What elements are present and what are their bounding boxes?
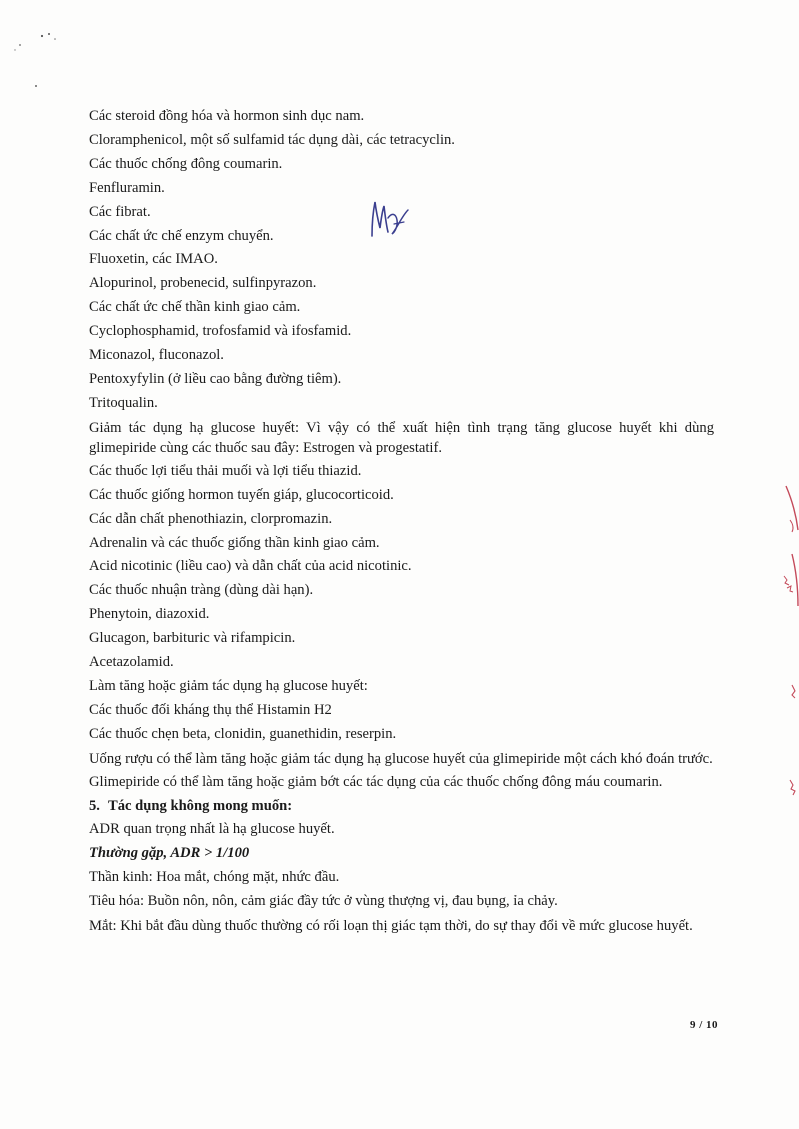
drug-line: Các dẫn chất phenothiazin, clorpromazin. — [89, 510, 333, 527]
drug-line: Cloramphenicol, một số sulfamid tác dụng dài, các tetracyclin. — [89, 131, 455, 148]
adr-eye-paragraph: Mắt: Khi bắt đầu dùng thuốc thường có rối loạn thị giác tạm thời, do sự thay đổi về mức glucose huyết. — [89, 918, 693, 935]
section-heading — [89, 795, 714, 819]
alcohol-paragraph: Uống rượu có thể làm tăng hoặc giảm tác dụng hạ glucose huyết của glimepiride một cách khó đoán trước. — [89, 750, 713, 767]
drug-line: Các thuốc nhuận tràng (dùng dài hạn). — [89, 582, 314, 599]
drug-line: Các fibrat. — [89, 203, 151, 220]
drug-line: Các thuốc chống đông coumarin. — [89, 155, 283, 172]
section-title: Tác dụng không mong muốn: — [108, 797, 293, 814]
decrease-effect-paragraph: Giảm tác dụng hạ glucose huyết: Vì vậy có thể xuất hiện tình trạng tăng glucose huyết khi dùng glimepiride cùng các thuốc sau đây: Estrogen và progestatif. — [89, 419, 714, 456]
drug-line: Các chất ức chế enzym chuyển. — [89, 227, 274, 244]
coumarin-line: Glimepiride có thể làm tăng hoặc giảm bớt các tác dụng của các thuốc chống đông máu coumarin. — [89, 773, 663, 790]
drug-line: Các thuốc lợi tiểu thải muối và lợi tiểu thiazid. — [89, 462, 362, 479]
drug-line: Acid nicotinic (liều cao) và dẫn chất của acid nicotinic. — [89, 558, 412, 575]
adr-neuro-line: Thần kinh: Hoa mắt, chóng mặt, nhức đầu. — [89, 869, 340, 886]
drug-line: Phenytoin, diazoxid. — [89, 606, 210, 623]
drug-line: Pentoxyfylin (ở liều cao bằng đường tiêm). — [89, 370, 342, 387]
page-number: 9 / 10 — [690, 1019, 719, 1031]
drug-line: Tritoqualin. — [89, 394, 158, 411]
adr-intro: ADR quan trọng nhất là hạ glucose huyết. — [89, 821, 335, 838]
drug-line: Fluoxetin, các IMAO. — [89, 251, 218, 268]
drug-line: Các thuốc giống hormon tuyến giáp, glucocorticoid. — [89, 486, 394, 503]
frequency-subheading: Thường gặp, ADR > 1/100 — [89, 845, 250, 862]
drug-line: Cyclophosphamid, trofosfamid và ifosfamid. — [89, 323, 352, 340]
drug-line: Adrenalin và các thuốc giống thần kinh giao cảm. — [89, 534, 380, 551]
drug-line: Fenfluramin. — [89, 179, 165, 196]
drug-line: Các thuốc chẹn beta, clonidin, guanethidin, reserpin. — [89, 725, 397, 742]
adr-gi-line: Tiêu hóa: Buồn nôn, nôn, cảm giác đầy tức ở vùng thượng vị, đau bụng, ỉa chảy. — [89, 893, 558, 910]
drug-line: Alopurinol, probenecid, sulfinpyrazon. — [89, 275, 317, 292]
section-number: 5. — [89, 797, 100, 814]
drug-line: Các steroid đồng hóa và hormon sinh dục nam. — [89, 108, 365, 124]
drug-line: Các thuốc đối kháng thụ thể Histamin H2 — [89, 701, 332, 718]
scan-specks — [8, 28, 68, 98]
stamp-fragment — [778, 480, 799, 820]
drug-line: Glucagon, barbituric và rifampicin. — [89, 630, 296, 647]
mixed-effect-line: Làm tăng hoặc giảm tác dụng hạ glucose huyết: — [89, 677, 368, 694]
drug-line: Acetazolamid. — [89, 654, 174, 671]
drug-line: Các chất ức chế thần kinh giao cảm. — [89, 299, 301, 316]
document-body — [89, 105, 714, 938]
drug-line: Miconazol, fluconazol. — [89, 347, 224, 364]
